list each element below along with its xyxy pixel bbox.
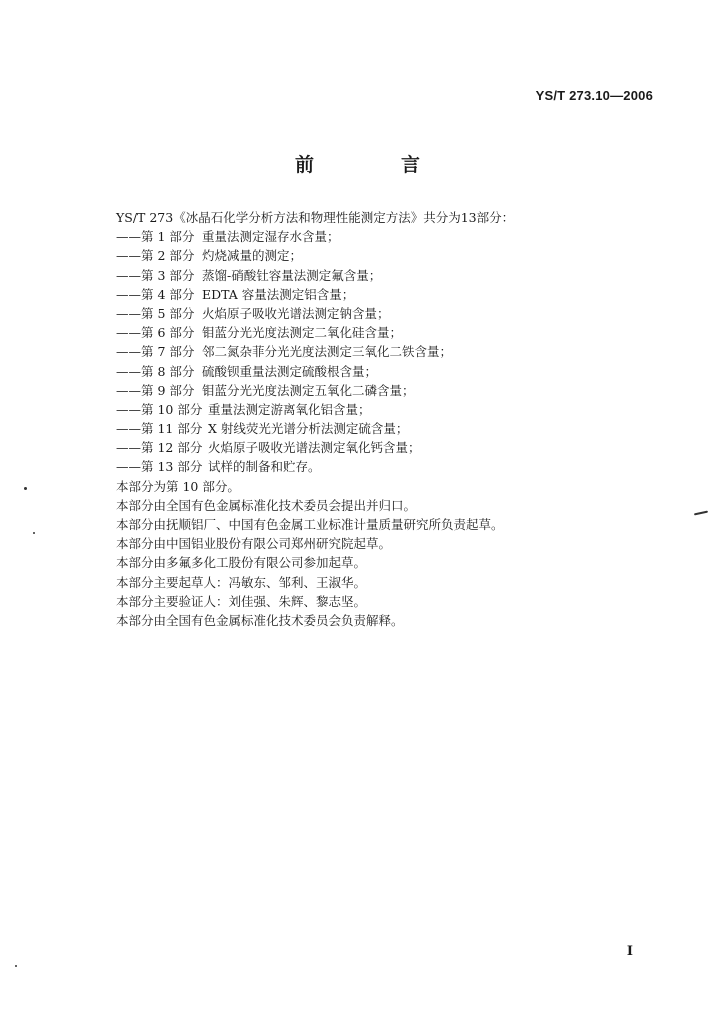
part-item [116, 285, 676, 304]
page-title: 前 言 [294, 154, 454, 176]
part-number: ——第 8 部分 [116, 363, 195, 379]
part-title: 邻二氮杂菲分光光度法测定三氧化二铁含量； [202, 344, 453, 360]
note-line: 本部分主要起草人：冯敏东、邹利、王淑华。 [116, 574, 367, 590]
part-item [116, 266, 676, 285]
part-number: ——第 5 部分 [116, 305, 195, 321]
part-title: 蒸馏-硝酸钍容量法测定氟含量； [202, 267, 382, 283]
part-number: ——第 6 部分 [116, 325, 195, 341]
part-number: ——第 7 部分 [116, 344, 195, 360]
part-title: 硫酸钡重量法测定硫酸根含量； [202, 363, 378, 379]
part-number: ——第 3 部分 [116, 267, 195, 283]
scan-speck [694, 511, 708, 516]
part-title: 钼蓝分光光度法测定五氧化二磷含量； [202, 382, 415, 398]
note-line: 本部分由全国有色金属标准化技术委员会负责解释。 [116, 612, 404, 628]
part-title: 钼蓝分光光度法测定二氧化硅含量； [202, 325, 403, 341]
scan-speck [33, 532, 35, 534]
part-number: ——第 9 部分 [116, 382, 195, 398]
note-line: 本部分由中国铝业股份有限公司郑州研究院起草。 [116, 536, 392, 552]
part-title: 火焰原子吸收光谱法测定氧化钙含量； [208, 440, 421, 456]
part-item [116, 227, 676, 246]
part-item [116, 304, 676, 323]
part-item [116, 457, 676, 476]
parts-list [116, 227, 676, 476]
part-number: ——第 10 部分 [116, 401, 203, 417]
note-line: 本部分由抚顺铝厂、中国有色金属工业标准计量质量研究所负责起草。 [116, 517, 504, 532]
page-number: I [626, 944, 633, 959]
part-number: ——第 13 部分 [116, 459, 203, 475]
standard-code: YS/T 273.10—2006 [535, 88, 653, 103]
part-title: 灼烧减量的测定； [202, 248, 303, 264]
part-item [116, 342, 676, 361]
part-title: X 射线荧光光谱分析法测定硫含量； [208, 421, 409, 437]
part-number: ——第 2 部分 [116, 248, 195, 264]
scan-speck [24, 487, 27, 490]
part-item [116, 381, 676, 400]
intro-line: YS/T 273《冰晶石化学分析方法和物理性能测定方法》共分为13部分： [116, 210, 515, 225]
note-line: 本部分由多氟多化工股份有限公司参加起草。 [116, 555, 367, 571]
part-item [116, 246, 676, 265]
part-item [116, 438, 676, 457]
part-number: ——第 12 部分 [116, 440, 203, 456]
part-item [116, 419, 676, 438]
scan-speck [15, 965, 17, 967]
part-title: 重量法测定湿存水含量； [202, 229, 340, 245]
note-line: 本部分为第 10 部分。 [116, 478, 240, 494]
part-title: 重量法测定游离氧化铝含量； [208, 401, 371, 417]
part-title: 火焰原子吸收光谱法测定钠含量； [202, 305, 390, 321]
part-number: ——第 11 部分 [116, 421, 203, 437]
notes-list [116, 477, 676, 631]
part-item [116, 362, 676, 381]
part-title: EDTA 容量法测定铝含量； [202, 286, 355, 302]
part-item [116, 323, 676, 342]
foreword-body [116, 208, 676, 630]
part-number: ——第 4 部分 [116, 286, 195, 302]
part-number: ——第 1 部分 [116, 229, 195, 245]
part-title: 试样的制备和贮存。 [208, 459, 321, 475]
note-line: 本部分主要验证人：刘佳强、朱辉、黎志坚。 [116, 593, 367, 609]
note-line: 本部分由全国有色金属标准化技术委员会提出并归口。 [116, 497, 417, 513]
part-item [116, 400, 676, 419]
